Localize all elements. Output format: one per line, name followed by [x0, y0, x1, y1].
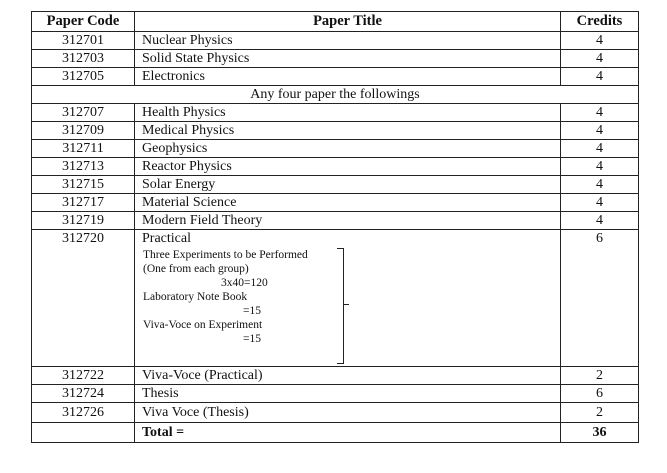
total-label: Total = [135, 423, 561, 443]
header-row [32, 12, 639, 32]
paper-code: 312701 [32, 32, 135, 50]
paper-title: Thesis [135, 385, 561, 403]
table-row [32, 104, 639, 122]
total-credits: 36 [561, 423, 639, 443]
paper-credits: 4 [561, 104, 639, 122]
paper-code: 312703 [32, 50, 135, 68]
practical-detail-line: Viva-Voce on Experiment [143, 319, 263, 331]
header-paper-title: Paper Title [135, 12, 561, 32]
paper-code: 312713 [32, 158, 135, 176]
paper-code: 312720 [32, 230, 135, 367]
practical-detail-line: Laboratory Note Book [143, 291, 248, 303]
table-row [32, 158, 639, 176]
total-empty-cell [32, 423, 135, 443]
paper-code: 312709 [32, 122, 135, 140]
practical-detail-line: (One from each group) [143, 263, 249, 275]
paper-title: Geophysics [135, 140, 561, 158]
paper-credits: 4 [561, 212, 639, 230]
practical-row [32, 230, 639, 367]
paper-title: Electronics [135, 68, 561, 86]
paper-credits: 4 [561, 68, 639, 86]
elective-note: Any four paper the followings [32, 86, 639, 104]
paper-credits: 4 [561, 158, 639, 176]
table-row [32, 403, 639, 423]
table-row [32, 32, 639, 50]
paper-credits: 6 [561, 230, 639, 367]
paper-credits: 4 [561, 50, 639, 68]
table-row [32, 385, 639, 403]
paper-title: Solid State Physics [135, 50, 561, 68]
table-row [32, 140, 639, 158]
practical-detail-line: Three Experiments to be Performed [143, 249, 308, 261]
practical-detail-line: 3x40=120 [221, 277, 268, 289]
elective-note-row [32, 86, 639, 104]
paper-code: 312705 [32, 68, 135, 86]
total-row [32, 423, 639, 443]
table-row [32, 212, 639, 230]
practical-detail-line: =15 [243, 305, 261, 317]
paper-title: Reactor Physics [135, 158, 561, 176]
paper-code: 312717 [32, 194, 135, 212]
bracket-tick [344, 304, 349, 305]
paper-credits: 6 [561, 385, 639, 403]
paper-code: 312711 [32, 140, 135, 158]
paper-title: Modern Field Theory [135, 212, 561, 230]
table-row [32, 50, 639, 68]
paper-title: Medical Physics [135, 122, 561, 140]
paper-credits: 4 [561, 32, 639, 50]
paper-code: 312722 [32, 367, 135, 385]
table-row [32, 176, 639, 194]
table-row [32, 68, 639, 86]
paper-title: Solar Energy [135, 176, 561, 194]
table-row [32, 367, 639, 385]
practical-details [142, 248, 560, 366]
practical-detail-line: =15 [243, 333, 261, 345]
paper-code: 312719 [32, 212, 135, 230]
paper-title: Viva-Voce (Practical) [135, 367, 561, 385]
table-row [32, 194, 639, 212]
paper-credits: 4 [561, 140, 639, 158]
paper-title: Health Physics [135, 104, 561, 122]
paper-credits: 2 [561, 367, 639, 385]
paper-code: 312707 [32, 104, 135, 122]
header-credits: Credits [561, 12, 639, 32]
practical-cell [135, 230, 561, 367]
paper-title: Material Science [135, 194, 561, 212]
table-row [32, 122, 639, 140]
paper-credits: 4 [561, 194, 639, 212]
header-paper-code: Paper Code [32, 12, 135, 32]
paper-credits: 2 [561, 403, 639, 423]
paper-credits: 4 [561, 176, 639, 194]
paper-code: 312726 [32, 403, 135, 423]
paper-code: 312724 [32, 385, 135, 403]
course-credit-table [31, 11, 639, 443]
paper-title: Practical [142, 231, 191, 246]
paper-credits: 4 [561, 122, 639, 140]
paper-code: 312715 [32, 176, 135, 194]
credit-table-container [31, 11, 639, 443]
paper-title: Viva Voce (Thesis) [135, 403, 561, 423]
paper-title: Nuclear Physics [135, 32, 561, 50]
grouping-bracket [337, 248, 344, 364]
